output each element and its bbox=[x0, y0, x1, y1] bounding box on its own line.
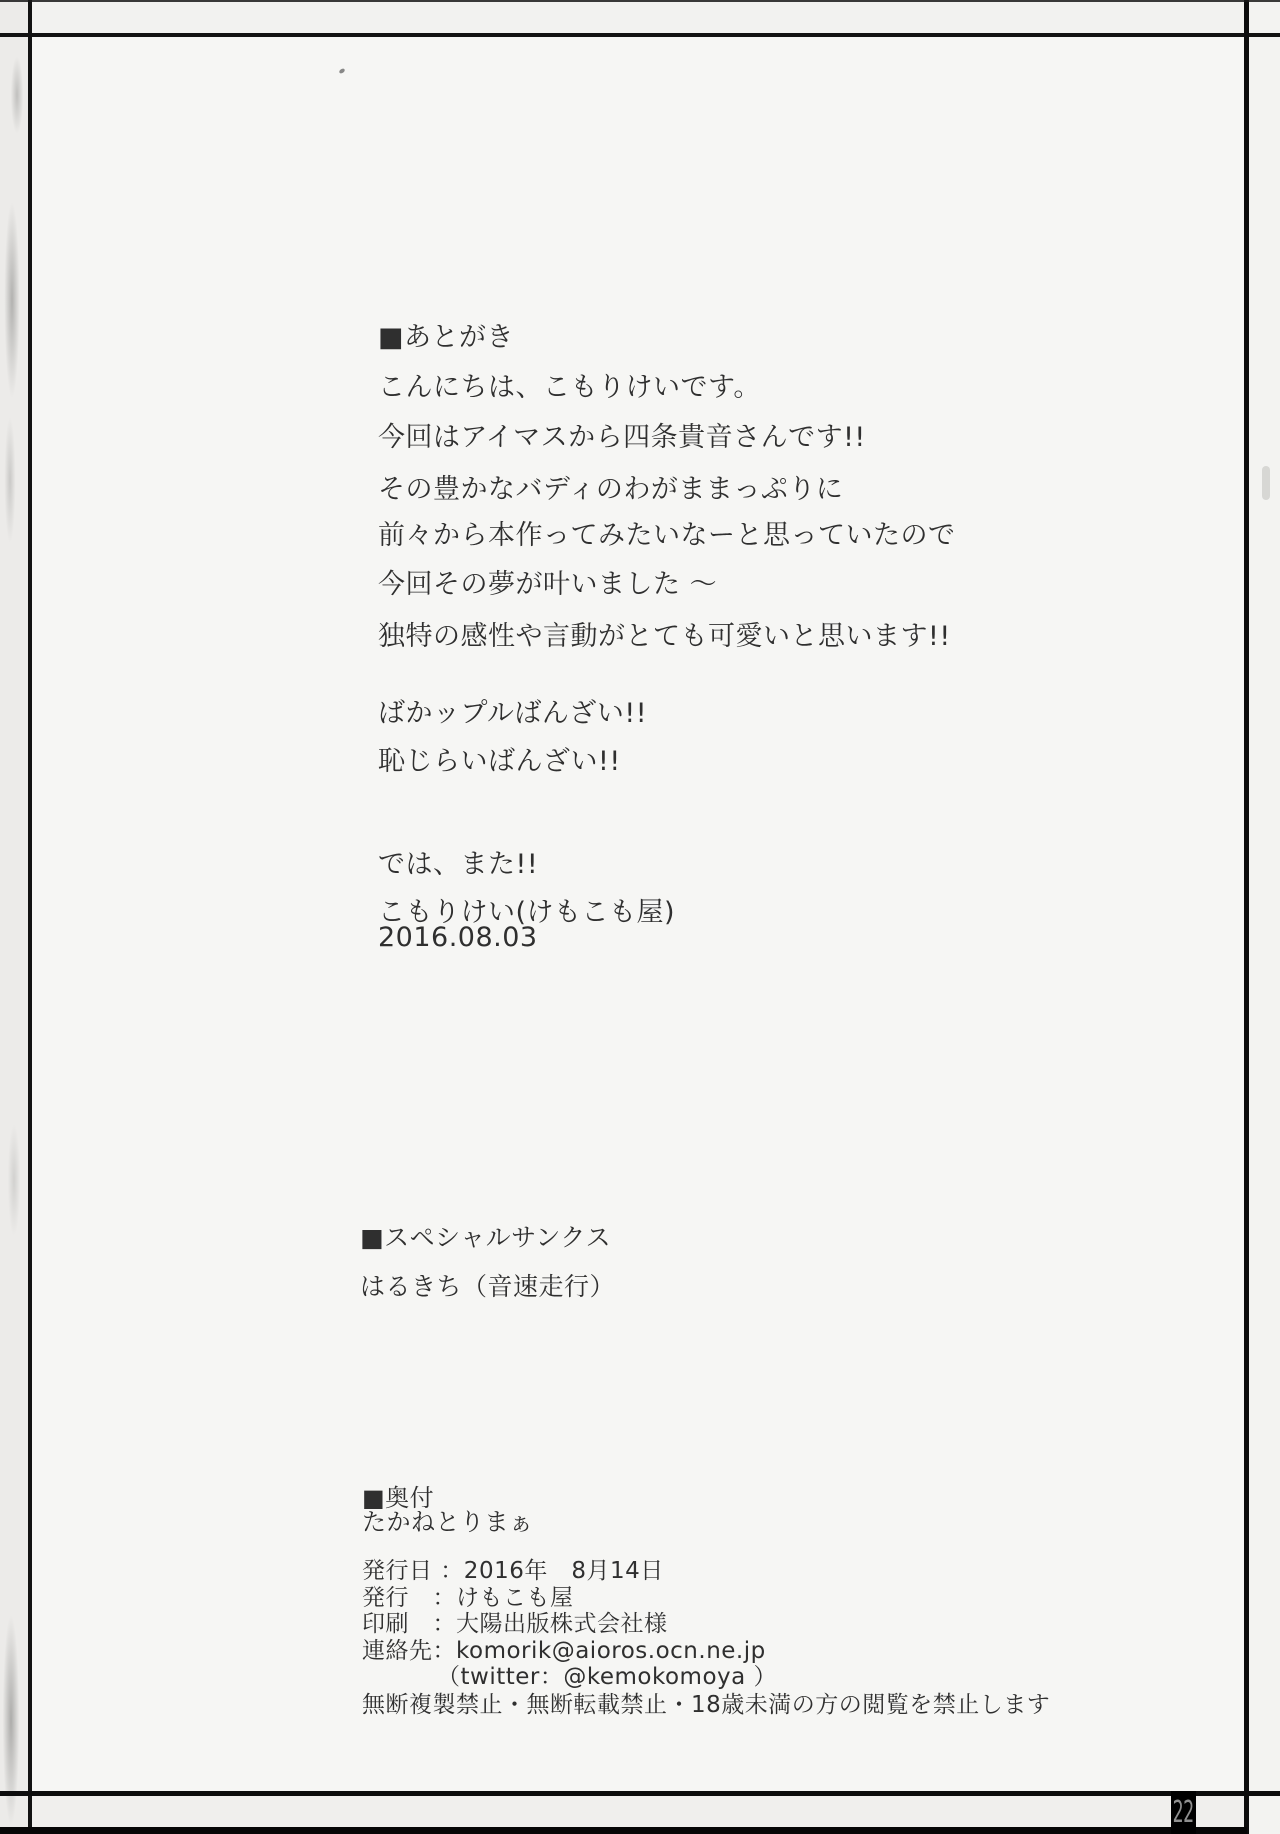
scan-margin-bottom bbox=[0, 1796, 1249, 1827]
colophon-line-publisher: 発行 ：けもこも屋 bbox=[362, 1585, 574, 1611]
afterword-line: 今回はアイマスから四条貴音さんです!! bbox=[378, 422, 866, 453]
afterword-line: 恥じらいばんざい!! bbox=[378, 746, 621, 777]
frame-line-left bbox=[28, 0, 32, 1834]
afterword-line: では、また!! bbox=[378, 849, 539, 880]
special-thanks-name: はるきち（音速走行） bbox=[360, 1272, 616, 1301]
frame-line-bottom bbox=[0, 1791, 1280, 1796]
scan-speck bbox=[338, 68, 345, 75]
afterword-date: 2016.08.03 bbox=[378, 922, 538, 953]
afterword-line: 今回その夢が叶いました ～ bbox=[378, 569, 718, 600]
colophon-line-twitter: （twitter：@kemokomoya ） bbox=[437, 1664, 778, 1690]
special-thanks-heading: ■スペシャルサンクス bbox=[360, 1223, 612, 1252]
scan-edge-top bbox=[0, 0, 1280, 2]
frame-line-right bbox=[1244, 0, 1249, 1834]
afterword-heading: ■あとがき bbox=[378, 322, 515, 353]
afterword-line: 独特の感性や言動がとても可愛いと思います!! bbox=[378, 621, 951, 652]
colophon-heading: ■奥付 bbox=[362, 1484, 435, 1512]
colophon-line-contact-email: 連絡先：komorik@aioros.ocn.ne.jp bbox=[362, 1638, 766, 1664]
afterword-line: 前々から本作ってみたいなーと思っていたので bbox=[378, 520, 956, 551]
colophon-line-published-date: 発行日 ：2016年 8月14日 bbox=[362, 1558, 664, 1584]
colophon-line-printer: 印刷 ：大陽出版株式会社様 bbox=[362, 1611, 668, 1637]
scan-margin-right bbox=[1249, 0, 1280, 1834]
afterword-signature: こもりけい(けもこも屋) bbox=[378, 897, 676, 928]
frame-line-top bbox=[0, 33, 1280, 37]
page-number-tab bbox=[1171, 1791, 1196, 1834]
colophon-title: たかねとりまぁ bbox=[362, 1508, 534, 1536]
afterword-line: その豊かなバディのわがままっぷりに bbox=[378, 474, 844, 505]
scan-edge-bottom bbox=[0, 1827, 1247, 1834]
colophon-line-notice: 無断複製禁止・無断転載禁止・18歳未満の方の閲覧を禁止します bbox=[362, 1692, 1051, 1718]
scan-margin-top bbox=[28, 0, 1249, 33]
scan-edge-left bbox=[0, 0, 28, 1834]
page-number: 22 bbox=[1173, 1795, 1194, 1830]
afterword-line: ばかップルばんざい!! bbox=[378, 698, 648, 729]
scan-smudge bbox=[1262, 466, 1270, 500]
afterword-line: こんにちは、こもりけいです。 bbox=[378, 372, 761, 403]
